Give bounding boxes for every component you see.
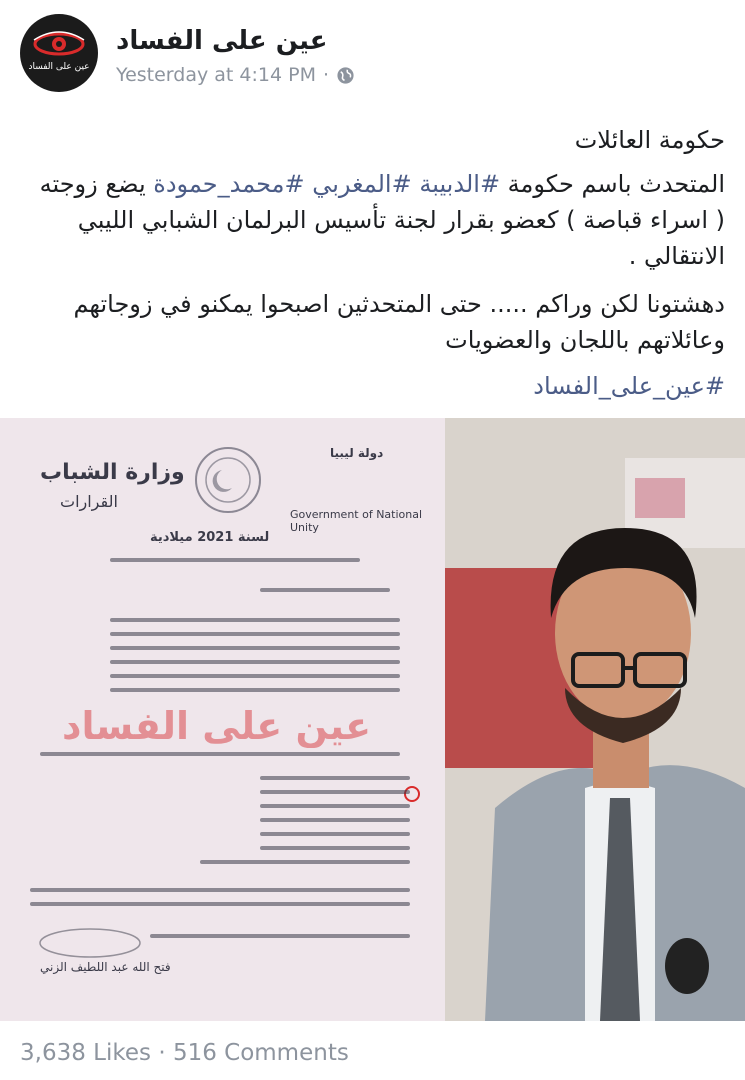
doc-government: Government of National Unity	[290, 508, 423, 534]
post-stats	[20, 1040, 349, 1066]
doc-text-line	[40, 752, 400, 756]
doc-text-line	[110, 688, 400, 692]
post-meta	[116, 64, 355, 86]
eye-logo-icon	[20, 14, 98, 92]
comments-count[interactable]: 516 Comments	[172, 1040, 349, 1066]
doc-text-line	[260, 804, 410, 808]
person-photo	[445, 418, 745, 1021]
doc-text-line	[260, 818, 410, 822]
doc-signer: فتح الله عبد اللطيف الزني	[40, 960, 171, 974]
meta-separator: ·	[322, 64, 330, 86]
post-text-segment: يضع زوجته ( اسراء قباصة ) كعضو بقرار لجنة تأسيس البرلمان الشبابي الليبي الانتقالي .	[39, 170, 725, 270]
doc-text-line	[110, 660, 400, 664]
doc-text-line	[110, 558, 360, 562]
doc-text-line	[200, 860, 410, 864]
hashtag-link[interactable]: #محمد_حمودة	[153, 170, 305, 198]
doc-text-line	[30, 888, 410, 892]
page-name-link[interactable]: عين على الفساد	[116, 26, 328, 56]
watermark-text: عين على الفساد	[62, 704, 372, 748]
doc-text-line	[110, 646, 400, 650]
post-text-paragraph-2: دهشتونا لكن وراكم ..... حتى المتحدثين اصبحوا يمكنو في زوجاتهم وعائلاتهم باللجان والعضويات	[73, 290, 725, 354]
doc-ministry: وزارة الشباب	[40, 460, 185, 485]
stats-separator: ·	[158, 1040, 166, 1066]
post-header	[0, 0, 745, 100]
doc-text-line	[260, 846, 410, 850]
portrait-image	[445, 418, 745, 1021]
post-photo[interactable]	[0, 418, 745, 1021]
doc-text-line	[30, 902, 410, 906]
post-text-title: حكومة العائلات	[574, 126, 725, 154]
globe-icon[interactable]	[336, 66, 355, 85]
doc-text-line	[260, 790, 410, 794]
doc-section: القرارات	[60, 492, 118, 511]
post-hashtag-line	[25, 368, 725, 404]
hashtag-link[interactable]: #عين_على_الفساد	[533, 372, 725, 400]
likes-count[interactable]: 3,638 Likes	[20, 1040, 151, 1066]
document-image	[0, 418, 445, 1021]
doc-text-line	[260, 832, 410, 836]
doc-text-line	[260, 776, 410, 780]
doc-text-line	[150, 934, 410, 938]
doc-text-line	[260, 588, 390, 592]
avatar[interactable]	[20, 14, 98, 92]
post-text-paragraph-1	[25, 166, 725, 274]
doc-year: لسنة 2021 ميلادية	[150, 530, 270, 545]
avatar-caption: عين على الفساد	[28, 62, 90, 72]
hashtag-link[interactable]: #المغربي	[312, 170, 412, 198]
doc-text-line	[110, 632, 400, 636]
doc-text-line	[110, 674, 400, 678]
post-timestamp[interactable]: Yesterday at 4:14 PM	[116, 64, 316, 86]
hashtag-link[interactable]: #الدبيبة	[419, 170, 501, 198]
post-text-segment: المتحدث باسم حكومة	[500, 170, 725, 198]
doc-text-line	[110, 618, 400, 622]
doc-country: دولة ليبيا	[330, 446, 384, 460]
